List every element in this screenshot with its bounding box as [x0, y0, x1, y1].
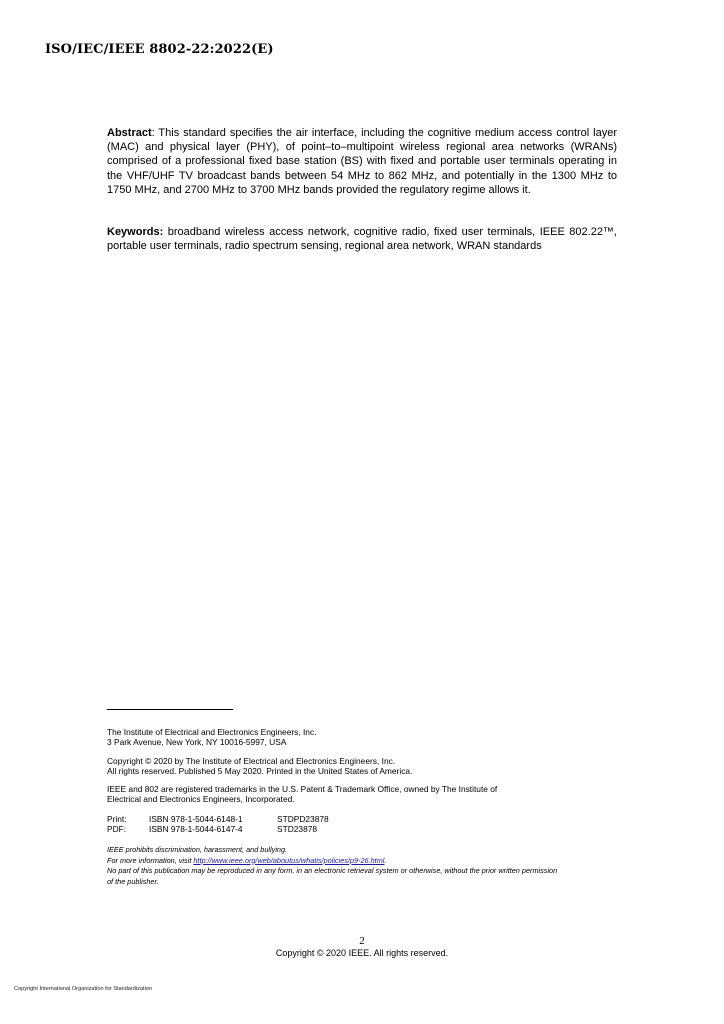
page-number: 2 — [359, 935, 365, 947]
isbn-format: Print: — [107, 814, 127, 824]
isbn-code: STDPD23878 — [277, 814, 329, 824]
footnote-divider — [107, 709, 233, 710]
policy-line-4: of the publisher. — [107, 876, 159, 886]
keywords-text: broadband wireless access network, cognitive radio, fixed user terminals, IEEE 802.22™, portable user terminals, radio spectrum sensing, regional area network, WRAN standards — [107, 226, 617, 253]
trademark-line-1: IEEE and 802 are registered trademarks in the U.S. Patent & Trademark Office, owned by The Institute of — [107, 784, 498, 794]
copyright-line-2: All rights reserved. Published 5 May 2020. Printed in the United States of America. — [107, 766, 413, 777]
policy-link-suffix: . — [384, 855, 387, 865]
abstract-text: : This standard specifies the air interface, including the cognitive medium access control layer (MAC) and physical layer (PHY), of point–to–multipoint wireless regional area networks (WRANs) comprised of a professional fixed base station (BS) with fixed and portable user terminals operating in the VHF/UHF TV broadcast bands between 54 MHz to 862 MHz, and potentially in the 1300 MHz to 1750 MHz, and 2700 MHz to 3700 MHz bands provided the regulatory regime allows it. — [107, 127, 617, 196]
trademark-line-2: Electrical and Electronics Engineers, Incorporated. — [107, 794, 295, 805]
abstract-paragraph — [107, 126, 617, 197]
publisher-name: The Institute of Electrical and Electronics Engineers, Inc. — [107, 727, 317, 737]
publisher-address — [107, 727, 316, 748]
policy-line-1: IEEE prohibits discrimination, harassment, and bullying. — [107, 845, 288, 854]
isbn-row — [107, 824, 329, 834]
keywords-label: Keywords: — [107, 226, 164, 238]
document-id-header: ISO/IEC/IEEE 8802-22:2022(E) — [45, 42, 274, 57]
policy-link[interactable]: http://www.ieee.org/web/aboutus/whatis/policies/p9-26.html — [193, 855, 385, 865]
copyright-line-1: Copyright © 2020 by The Institute of Electrical and Electronics Engineers, Inc. — [107, 756, 396, 766]
isbn-table — [107, 814, 329, 835]
isbn-number: ISBN 978-1-5044-6147-4 — [149, 824, 243, 835]
copyright-notice — [107, 756, 412, 777]
trademark-notice — [107, 784, 497, 805]
footer-copyright: Copyright © 2020 IEEE. All rights reserved. — [275, 948, 449, 958]
keywords-paragraph — [107, 225, 617, 253]
isbn-number: ISBN 978-1-5044-6148-1 — [149, 814, 243, 824]
policy-link-prefix: For more information, visit — [107, 855, 194, 865]
isbn-format: PDF: — [107, 824, 127, 835]
publisher-street: 3 Park Avenue, New York, NY 10016-5997, USA — [107, 737, 287, 748]
abstract-label: Abstract — [107, 127, 152, 139]
isbn-code: STD23878 — [277, 824, 318, 835]
policy-notes — [107, 845, 622, 887]
isbn-row — [107, 814, 329, 824]
policy-line-2 — [107, 856, 622, 867]
corner-watermark-note: Copyright International Organization for Standardization — [14, 986, 153, 992]
policy-line-3: No part of this publication may be reproduced in any form, in an electronic retrieval system or otherwise, without the prior written permission — [107, 866, 558, 875]
